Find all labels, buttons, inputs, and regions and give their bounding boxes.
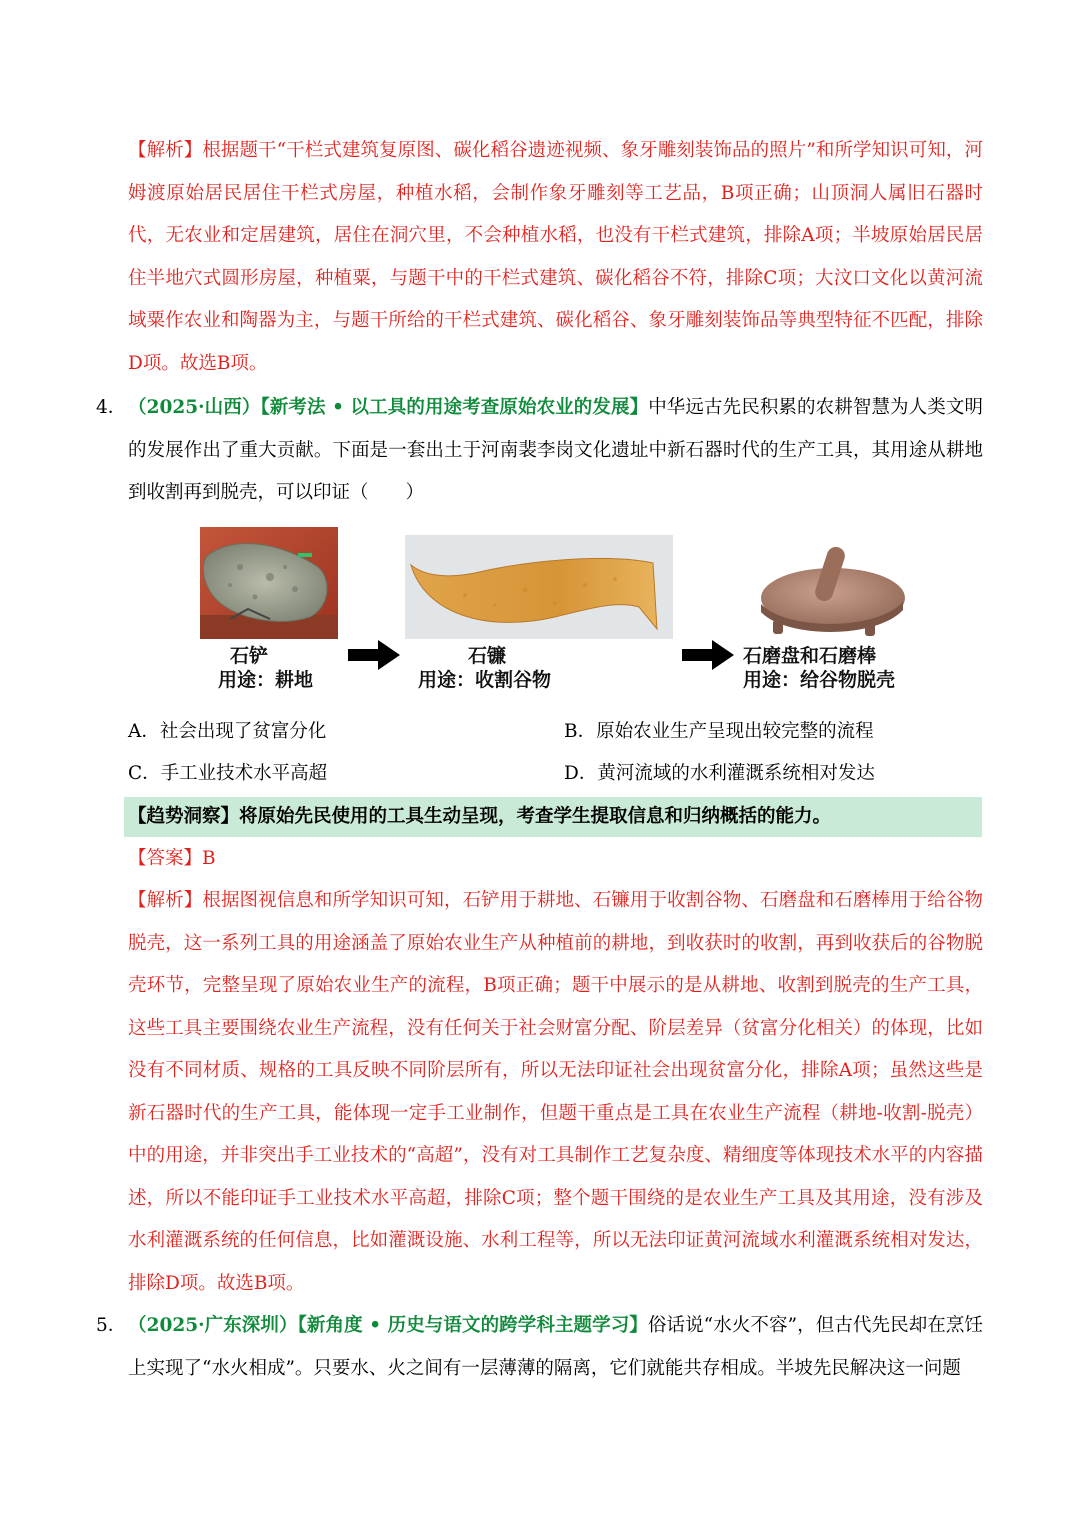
tool2-use: 用途：收割谷物 [418, 669, 552, 691]
option-b-text: 原始农业生产呈现出较完整的流程 [596, 721, 874, 742]
q5-stem-text: 俗话说“水火不容”，但古代先民却在烹饪上实现了“水火相成”。只要水、火之间有一层薄薄的隔离，它们就能共存相成。半坡先民解决这一问题 [128, 1315, 983, 1379]
tool2-name: 石镰 [468, 645, 507, 667]
grinding-stone-photo [745, 532, 905, 642]
q5-stem [128, 1305, 983, 1390]
tool3-use: 用途：给谷物脱壳 [743, 669, 896, 691]
q4-tag: 【新考法 • 以工具的用途考查原始农业的发展】 [260, 397, 649, 418]
arrow-right-icon [348, 640, 400, 670]
option-d-label: D． [564, 763, 598, 784]
option-b-label: B． [564, 721, 597, 742]
q4-analysis [128, 880, 983, 1305]
q4-source: （2025·山西） [128, 397, 261, 418]
tool3-name: 石磨盘和石磨棒 [743, 645, 877, 667]
q5-tag: 【新角度 • 历史与语文的跨学科主题学习】 [297, 1315, 648, 1336]
q4-number: 4． [96, 397, 127, 418]
q4-options [128, 711, 983, 796]
option-c[interactable] [128, 753, 327, 796]
option-d[interactable] [564, 753, 875, 796]
q5-number: 5． [96, 1315, 127, 1336]
q4-answer [128, 838, 983, 881]
q4-answer-tag: 【答案】 [128, 848, 203, 869]
tool1-use: 用途：耕地 [218, 669, 314, 691]
q4-analysis-text: 根据图视信息和所学知识可知，石铲用于耕地、石镰用于收割谷物、石磨盘和石磨棒用于给谷物脱壳，这一系列工具的用途涵盖了原始农业生产从种植前的耕地，到收获时的收割，再到收获后的谷物脱壳环节，完整呈现了原始农业生产的流程，B项正确；题干中展示的是从耕地、收割到脱壳的生产工具，这些工具主要围绕农业生产流程，没有任何关于社会财富分配、阶层差异（贫富分化相关）的体现，比如没有不同材质、规格的工具反映不同阶层所有，所以无法印证社会出现贫富分化，排除A项；虽然这些是新石器时代的生产工具，能体现一定手工业制作，但题干重点是工具在农业生产流程（耕地-收割-脱壳）中的用途，并非突出手工业技术的“高超”，没有对工具制作工艺复杂度、精细度等体现技术水平的内容描述，所以不能印证手工业技术水平高超，排除C项；整个题干围绕的是农业生产工具及其用途，没有涉及水利灌溉系统的任何信息，比如灌溉设施、水利工程等，所以无法印证黄河流域水利灌溉系统相对发达，排除D项。故选B项。 [128, 890, 983, 1294]
q4-analysis-tag: 【解析】 [128, 890, 203, 911]
q3-analysis-text: 根据题干“干栏式建筑复原图、碳化稻谷遗迹视频、象牙雕刻装饰品的照片”和所学知识可知，河姆渡原始居民居住干栏式房屋，种植水稻，会制作象牙雕刻等工艺品，B项正确；山顶洞人属旧石器时代，无农业和定居建筑，居住在洞穴里，不会种植水稻，也没有干栏式建筑，排除A项；半坡原始居民居住半地穴式圆形房屋，种植粟，与题干中的干栏式建筑、碳化稻谷不符，排除C项；大汶口文化以黄河流域粟作农业和陶器为主，与题干所给的干栏式建筑、碳化稻谷、象牙雕刻装饰品等典型特征不匹配，排除D项。故选B项。 [128, 140, 983, 374]
option-a-label: A． [128, 721, 160, 742]
stone-sickle-photo [405, 535, 673, 639]
tool1-name: 石铲 [230, 645, 269, 667]
option-a[interactable] [128, 711, 326, 754]
stone-shovel-photo [200, 527, 338, 639]
q3-analysis [128, 130, 983, 385]
option-c-label: C． [128, 763, 161, 784]
q5-source: （2025·广东深圳） [128, 1315, 298, 1336]
q4-stem-text: 中华远古先民积累的农耕智慧为人类文明的发展作出了重大贡献。下面是一套出土于河南裴李岗文化遗址中新石器时代的生产工具，其用途从耕地到收割再到脱壳，可以印证（ ） [128, 397, 983, 503]
option-c-text: 手工业技术水平高超 [160, 763, 328, 784]
arrow-right-icon [682, 640, 734, 670]
option-d-text: 黄河流域的水利灌溉系统相对发达 [597, 763, 875, 784]
q4-stem [128, 387, 983, 515]
option-a-text: 社会出现了贫富分化 [159, 721, 327, 742]
option-b[interactable] [564, 711, 874, 754]
trend-insight-box: 【趋势洞察】将原始先民使用的工具生动呈现，考查学生提取信息和归纳概括的能力。 [124, 797, 982, 837]
q4-answer-value: B [202, 848, 216, 869]
q3-analysis-tag: 【解析】 [128, 140, 203, 161]
tools-figure [200, 520, 920, 700]
